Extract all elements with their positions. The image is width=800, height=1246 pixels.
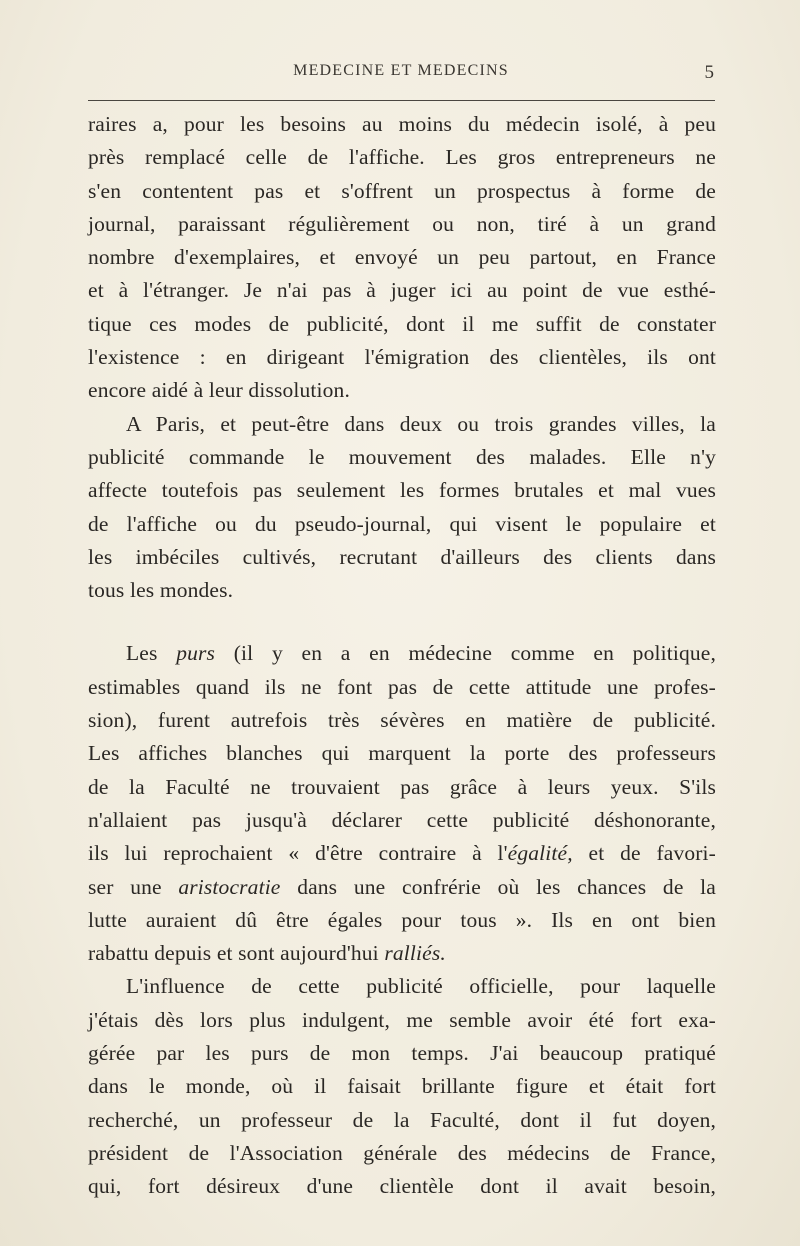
text-run: ser une bbox=[88, 874, 179, 899]
text-line: lutte auraient dû être égales pour tous ». Ils en ont bien bbox=[88, 907, 716, 932]
text-line: estimables quand ils ne font pas de cette attitude une profes- bbox=[88, 674, 716, 699]
text-run: (il y en a en médecine comme en politique, bbox=[215, 641, 716, 666]
text-line: nombre d'exemplaires, et envoyé un peu partout, en France bbox=[88, 245, 716, 270]
text-line: l'existence : en dirigeant l'émigration des clientèles, ils ont bbox=[88, 345, 716, 370]
text-run: ils lui reprochaient « d'être contraire à l' bbox=[88, 841, 508, 866]
body-text bbox=[88, 108, 716, 1204]
text-line: publicité commande le mouvement des malades. Elle n'y bbox=[88, 444, 716, 469]
text-line: A Paris, et peut-être dans deux ou trois grandes villes, la bbox=[126, 411, 716, 436]
text-line bbox=[88, 871, 716, 904]
italic-word: ralliés. bbox=[384, 941, 446, 966]
text-line: sion), furent autrefois très sévères en matière de publicité. bbox=[88, 708, 716, 733]
text-line: recherché, un professeur de la Faculté, dont il fut doyen, bbox=[88, 1107, 716, 1132]
text-line bbox=[88, 637, 716, 670]
running-title: MEDECINE ET MEDECINS bbox=[293, 62, 509, 79]
text-line: de la Faculté ne trouvaient pas grâce à leurs yeux. S'ils bbox=[88, 774, 716, 799]
text-line: Les affiches blanches qui marquent la porte des professeurs bbox=[88, 741, 716, 766]
text-line: affecte toutefois pas seulement les formes brutales et mal vues bbox=[88, 478, 716, 503]
text-line: journal, paraissant régulièrement ou non, tiré à un grand bbox=[88, 211, 716, 236]
text-run: rabattu depuis et sont aujourd'hui bbox=[88, 941, 385, 966]
text-line: n'allaient pas jusqu'à déclarer cette publicité déshonorante, bbox=[88, 807, 716, 832]
text-line: de l'affiche ou du pseudo-journal, qui visent le populaire et bbox=[88, 511, 716, 536]
text-line: gérée par les purs de mon temps. J'ai beaucoup pratiqué bbox=[88, 1041, 716, 1066]
italic-word: aristocratie bbox=[178, 874, 281, 899]
text-line: tique ces modes de publicité, dont il me suffit de constater bbox=[88, 311, 716, 336]
text-line: tous les mondes. bbox=[88, 578, 234, 603]
text-line: qui, fort désireux d'une clientèle dont il avait besoin, bbox=[88, 1174, 716, 1199]
section-gap bbox=[88, 607, 716, 637]
text-line: L'influence de cette publicité officielle, pour laquelle bbox=[126, 974, 716, 999]
text-line bbox=[88, 837, 716, 870]
text-line: j'étais dès lors plus indulgent, me semble avoir été fort exa- bbox=[88, 1007, 716, 1032]
text-line: et à l'étranger. Je n'ai pas à juger ici au point de vue esthé- bbox=[88, 278, 716, 303]
text-line: les imbéciles cultivés, recrutant d'ailleurs des clients dans bbox=[88, 544, 716, 569]
text-run: Les bbox=[126, 641, 177, 666]
page-number: 5 bbox=[704, 62, 714, 83]
text-line bbox=[88, 937, 716, 970]
running-head bbox=[88, 62, 714, 86]
text-line: président de l'Association générale des médecins de France, bbox=[88, 1140, 716, 1165]
text-line: encore aidé à leur dissolution. bbox=[88, 378, 350, 403]
text-line: raires a, pour les besoins au moins du médecin isolé, à peu bbox=[88, 112, 716, 136]
italic-word: purs bbox=[176, 641, 216, 666]
text-run: et de favori- bbox=[572, 841, 716, 866]
text-line: dans le monde, où il faisait brillante figure et était fort bbox=[88, 1074, 716, 1099]
text-line: près remplacé celle de l'affiche. Les gros entrepreneurs ne bbox=[88, 145, 716, 170]
italic-word: égalité, bbox=[507, 841, 573, 866]
header-rule bbox=[88, 100, 715, 101]
text-line: s'en contentent pas et s'offrent un prospectus à forme de bbox=[88, 178, 716, 203]
text-run: dans une confrérie où les chances de la bbox=[280, 874, 717, 899]
